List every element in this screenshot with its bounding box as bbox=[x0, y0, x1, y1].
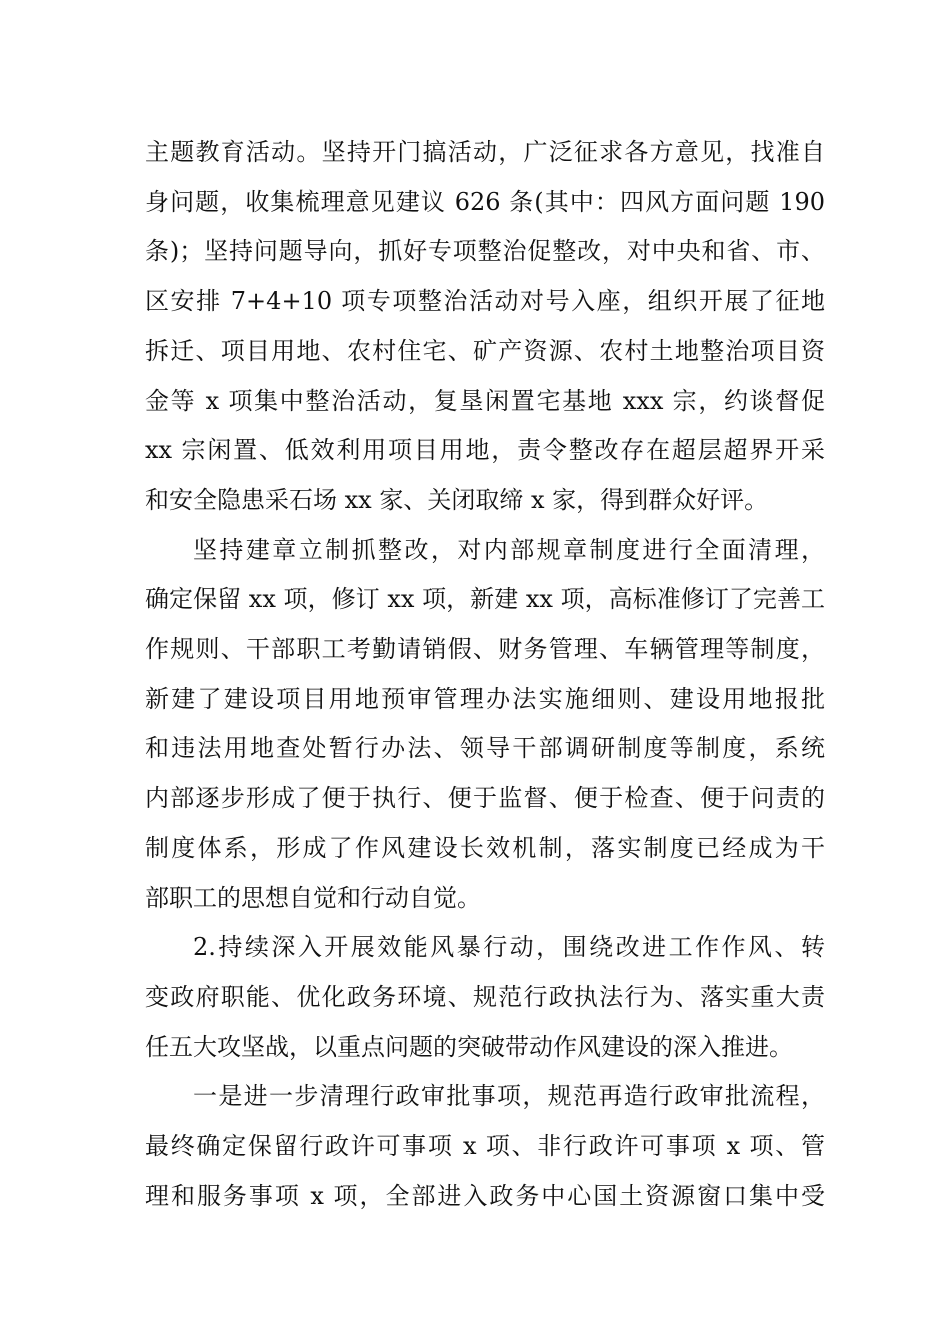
document-body bbox=[145, 128, 825, 1221]
text-line: 部职工的思想自觉和行动自觉。 bbox=[145, 883, 481, 912]
text-line: 身问题，收集梳理意见建议 626 条(其中：四风方面问题 190 bbox=[145, 187, 825, 216]
text-line: 拆迁、项目用地、农村住宅、矿产资源、农村土地整治项目资 bbox=[145, 336, 825, 365]
paragraph-4 bbox=[145, 1072, 825, 1221]
text-line: 内部逐步形成了便于执行、便于监督、便于检查、便于问责的 bbox=[145, 784, 825, 813]
text-line: 主题教育活动。坚持开门搞活动，广泛征求各方意见，找准自 bbox=[145, 138, 825, 166]
text-line: 金等 x 项集中整治活动，复垦闲置宅基地 xxx 宗，约谈督促 bbox=[145, 386, 825, 415]
text-line: 新建了建设项目用地预审管理办法实施细则、建设用地报批 bbox=[145, 684, 825, 713]
text-line: 区安排 7+4+10 项专项整治活动对号入座，组织开展了征地 bbox=[145, 287, 825, 316]
text-line: 和违法用地查处暂行办法、领导干部调研制度等制度，系统 bbox=[145, 734, 825, 763]
text-line: 制度体系，形成了作风建设长效机制，落实制度已经成为干 bbox=[145, 833, 825, 862]
paragraph-3 bbox=[145, 923, 825, 1072]
text-line: 最终确定保留行政许可事项 x 项、非行政许可事项 x 项、管 bbox=[145, 1132, 825, 1161]
paragraph-1 bbox=[145, 128, 825, 526]
paragraph-2 bbox=[145, 526, 825, 924]
text-line: 理和服务事项 x 项，全部进入政务中心国土资源窗口集中受 bbox=[145, 1181, 825, 1210]
text-line: xx 宗闲置、低效利用项目用地，责令整改存在超层超界开采 bbox=[145, 436, 825, 465]
text-line: 任五大攻坚战，以重点问题的突破带动作风建设的深入推进。 bbox=[145, 1032, 793, 1061]
text-line: 2.持续深入开展效能风暴行动，围绕改进工作作风、转 bbox=[193, 933, 825, 962]
text-line: 变政府职能、优化政务环境、规范行政执法行为、落实重大责 bbox=[145, 982, 825, 1011]
text-line: 条)；坚持问题导向，抓好专项整治促整改，对中央和省、市、 bbox=[145, 237, 825, 266]
text-line: 确定保留 xx 项，修订 xx 项，新建 xx 项，高标准修订了完善工 bbox=[145, 585, 825, 614]
text-line: 和安全隐患采石场 xx 家、关闭取缔 x 家，得到群众好评。 bbox=[145, 485, 769, 514]
text-line: 一是进一步清理行政审批事项，规范再造行政审批流程， bbox=[193, 1082, 825, 1111]
text-line: 坚持建章立制抓整改，对内部规章制度进行全面清理， bbox=[193, 535, 825, 564]
text-line: 作规则、干部职工考勤请销假、财务管理、车辆管理等制度， bbox=[145, 635, 825, 664]
